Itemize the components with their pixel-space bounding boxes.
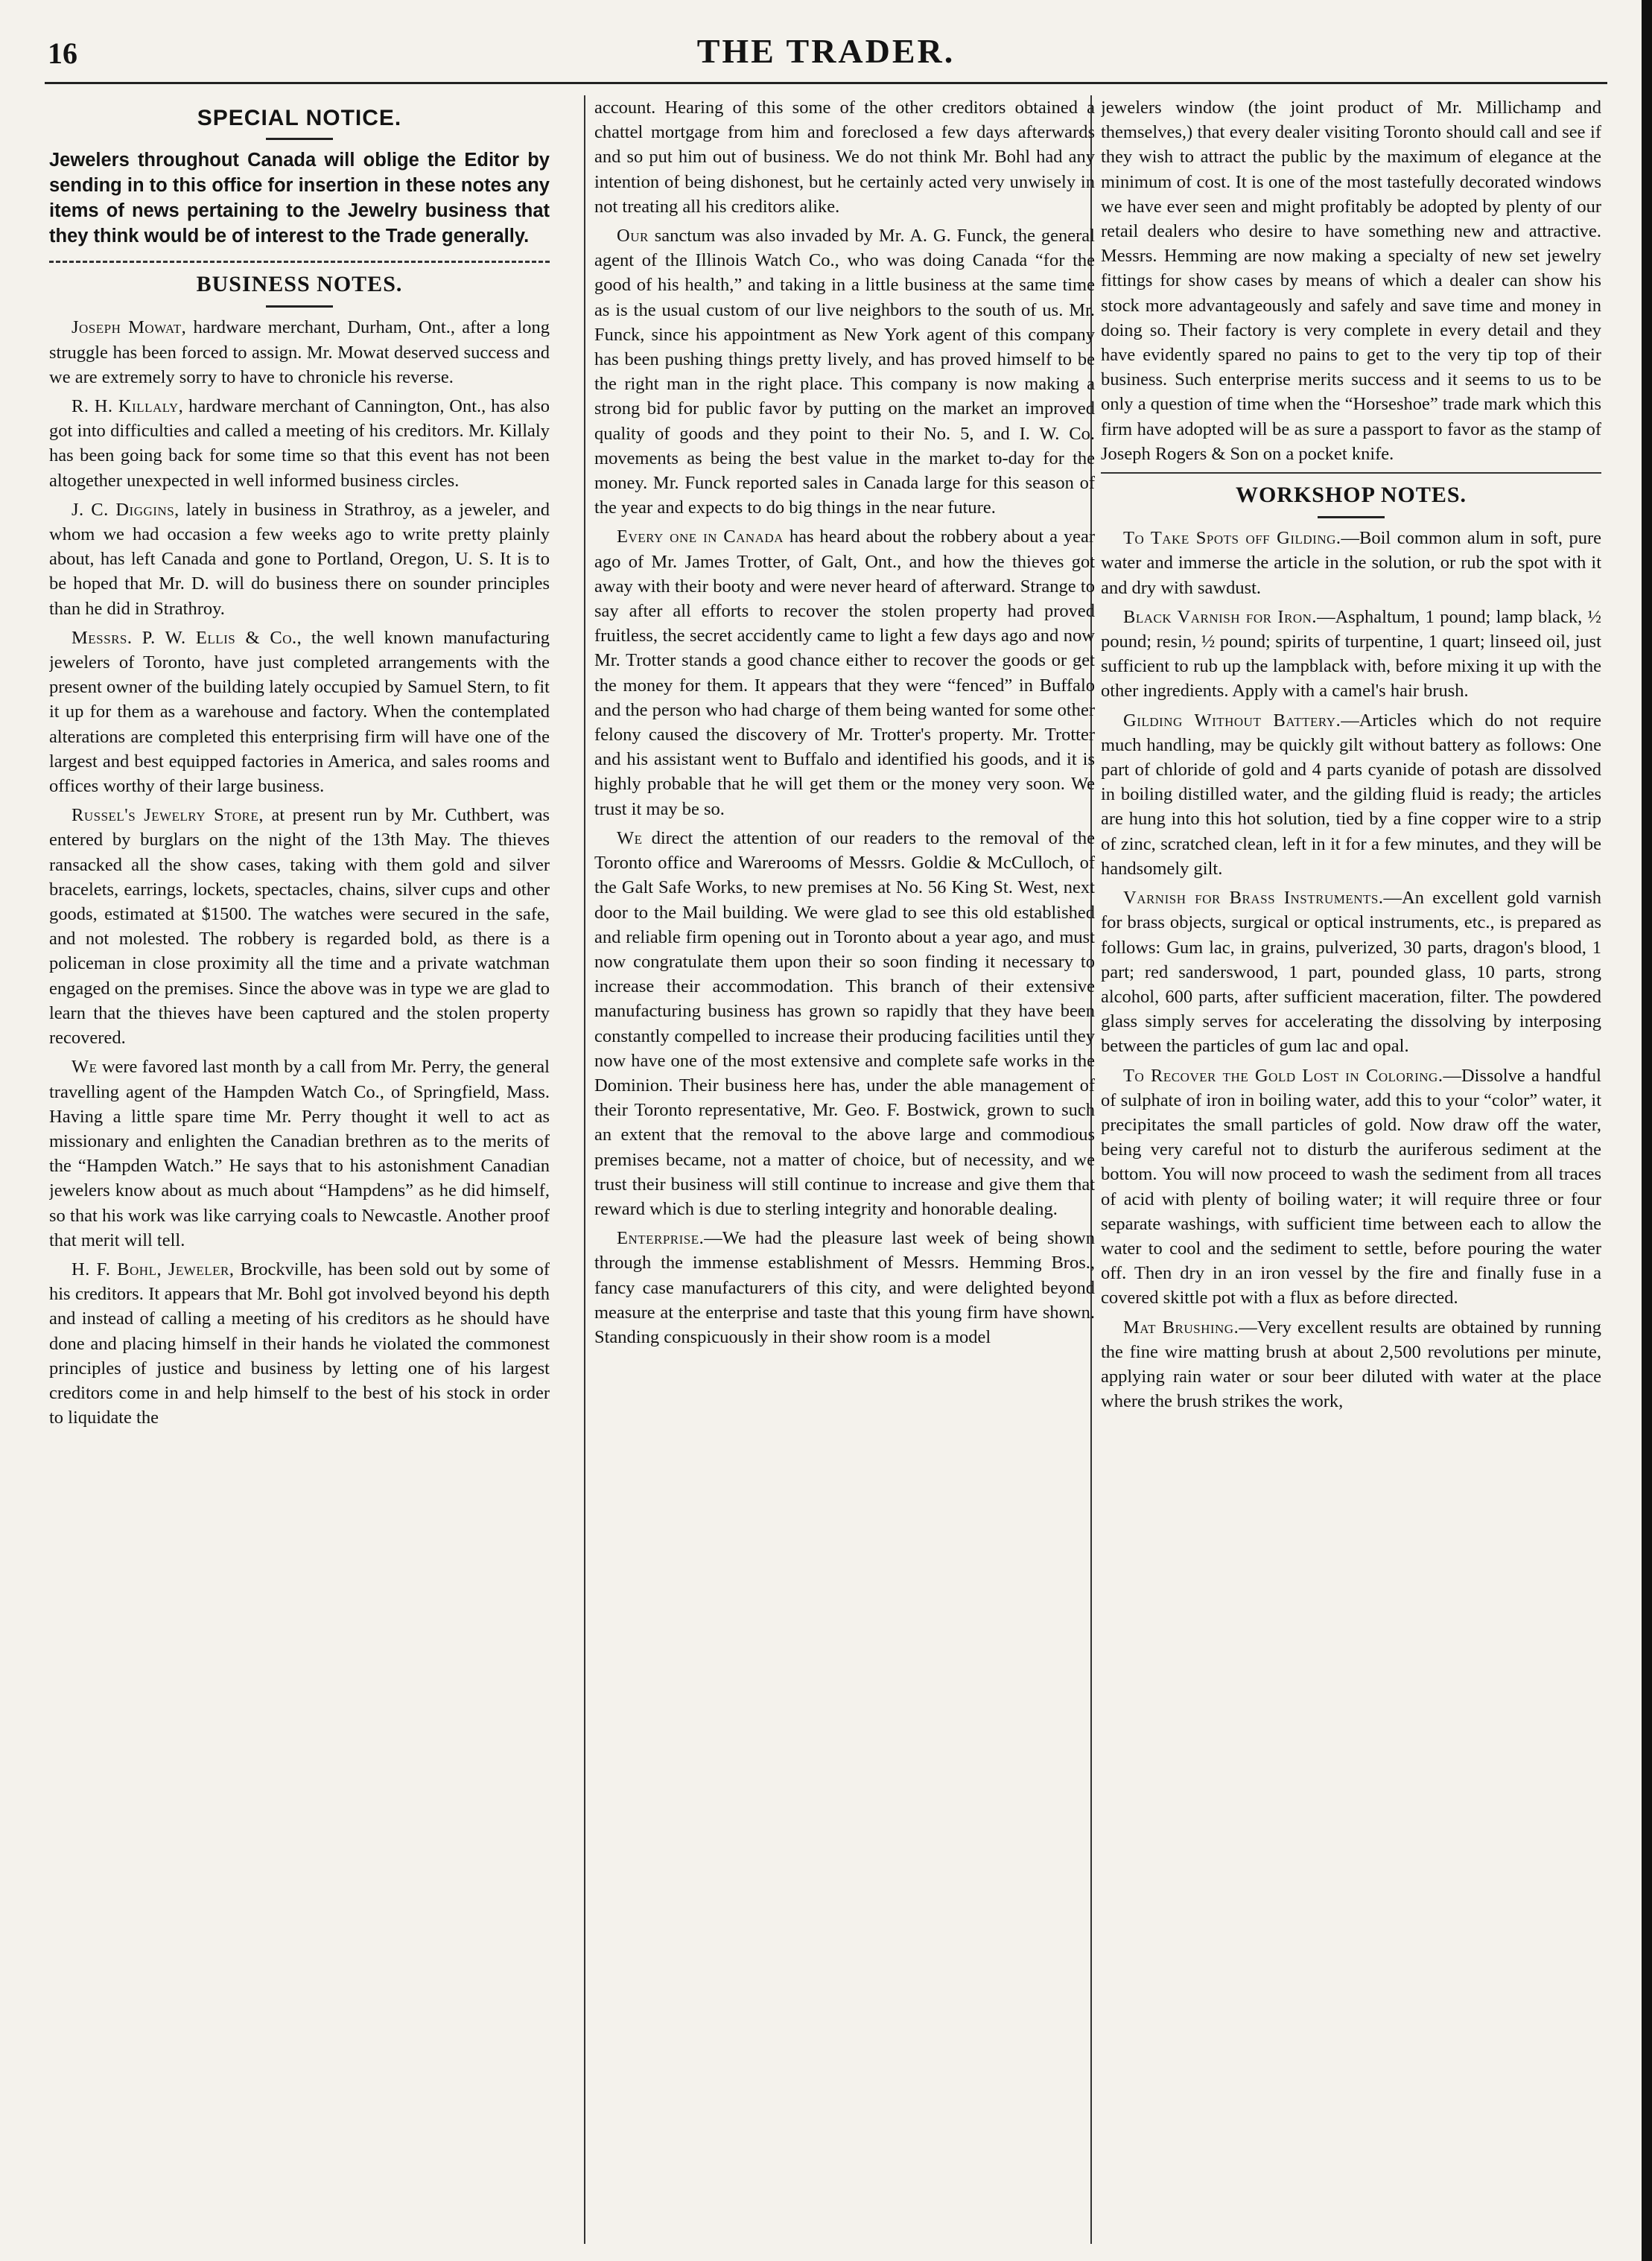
article-lead: We	[617, 827, 643, 848]
note-text: —Articles which do not require much handling, may be quickly gilt without battery as follows: One part of chloride of gold and 4 parts cyanide of potash are dissolved in boiling distilled water, and the gilding fluid is ready; the articles are hung into this hot solution, tied by a fine copper wire to a strip of zinc, scratched clean, left in it for a few minutes, and they will be handsomely gilt.	[1101, 710, 1601, 879]
workshop-note	[1101, 526, 1601, 600]
workshop-notes-heading: WORKSHOP NOTES.	[1235, 483, 1467, 508]
note-lead: Gilding Without Battery.	[1123, 710, 1341, 731]
special-notice-heading: SPECIAL NOTICE.	[197, 106, 402, 130]
workshop-note	[1101, 885, 1601, 1058]
note-text: —An excellent gold varnish for brass objects, surgical or optical instruments, etc., is prepared as follows: Gum lac, in grains, pulverized, 30 parts, dragon's blood, 1 part; red sanderswood, 1 part, pounded glass, 10 parts, strong alcohol, 600 parts, after sufficient maceration, filter. The powdered glass simply serves for accelerating the dissolving by interposing between the particles of gum lac and opal.	[1101, 888, 1601, 1057]
article-text: were favored last month by a call from Mr. Perry, the general travelling agent of the Hampden Watch Co., of Springfield, Mass. Having a little spare time Mr. Perry thought it well to act as missionary and enlighten the Canadian brethren as to the merits of the “Hampden Watch.” He says that to his astonishment Canadian jewelers know about as much about “Hampdens” as he did himself, so that his work was like carrying coals to Newcastle. Another proof that merit will tell.	[49, 1057, 550, 1250]
heading-rule	[266, 138, 333, 140]
article-lead: J. C. Diggins,	[72, 499, 180, 520]
article-paragraph	[49, 497, 550, 621]
article-paragraph	[49, 1257, 550, 1430]
workshop-note	[1101, 1315, 1601, 1414]
article-lead: Messrs. P. W. Ellis & Co.,	[72, 627, 302, 648]
workshop-note	[1101, 605, 1601, 704]
note-lead: Mat Brushing.	[1123, 1317, 1239, 1338]
note-lead: Black Varnish for Iron.	[1123, 606, 1318, 627]
article-text: the well known manufacturing jewelers of Toronto, have just completed arrangements with the present owner of the building lately occupied by Samuel Stern, to fit it up for them as a warehouse and factory. When the contemplated alterations are completed this enterprising firm will have one of the largest and best equipped factories in America, and sales rooms and offices worthy of their large business.	[49, 627, 550, 797]
section-divider	[1101, 472, 1601, 474]
article-paragraph	[594, 826, 1095, 1221]
header-rule	[45, 82, 1607, 84]
article-paragraph	[49, 803, 550, 1050]
article-lead: We	[72, 1057, 98, 1078]
article-lead: Our	[617, 226, 649, 247]
masthead	[45, 31, 1607, 76]
article-paragraph	[49, 394, 550, 493]
article-text: —We had the pleasure last week of being shown through the immense establishment of Messrs. Hemming Bros., fancy case manufacturers of this city, and were delighted beyond measure at the enterprise and taste that this young firm have shown. Standing conspicuously in their show room is a model	[594, 1228, 1095, 1347]
article-paragraph: jewelers window (the joint product of Mr. Millichamp and themselves,) that every dealer visiting Toronto should call and see if they wish to attract the public by the maximum of elegance at the minimum of cost. It is one of the most tastefully decorated windows we have ever seen and might profitably be adopted by plenty of our retail dealers who desire to have something new and attractive. Messrs. Hemming are now making a specialty of new set jewelry fittings for show cases by means of which a dealer can show his stock more advantageously and safely and save time and money in doing so. Their factory is very complete in every detail and they have evidently spared no pains to get to the very tip top of their business. Such enterprise merits success and it seems to us to be only a question of time when the “Horseshoe” trade mark which this firm have adopted will be as sure a passport to favor as the stamp of Joseph Rogers & Son on a pocket knife.	[1101, 98, 1601, 464]
article-text: Brockville, has been sold out by some of his creditors. It appears that Mr. Bohl got involved beyond his depth and instead of calling a meeting of his creditors as he should have done and placing himself in their hands he violated the commonest principles of justice and business by letting one of his largest creditors come in and help himself to the best of his stock in order to liquidate the	[49, 1259, 550, 1428]
article-paragraph: account. Hearing of this some of the other creditors obtained a chattel mortgage from him and foreclosed a few days afterwards and so put him out of business. We do not think Mr. Bohl had any intention of being dishonest, but he certainly acted very unwisely in not treating all his creditors alike.	[594, 98, 1095, 217]
heading-rule	[1318, 516, 1385, 518]
article-lead: H. F. Bohl, Jeweler,	[72, 1259, 235, 1279]
article-lead: Joseph Mowat,	[72, 317, 187, 338]
article-paragraph	[594, 223, 1095, 520]
article-text: lately in business in Strathroy, as a jeweler, and whom we had occasion a few weeks ago to write pretty plainly about, has left Canada and gone to Portland, Oregon, U. S. It is to be hoped that Mr. D. will do business there on sounder principles than he did in Strathroy.	[49, 499, 550, 619]
article-lead: R. H. Killaly,	[72, 396, 184, 417]
note-text: —Boil common alum in soft, pure water and immerse the article in the solution, or rub the spot with it and dry with sawdust.	[1101, 528, 1601, 598]
binding-edge	[1642, 0, 1652, 2261]
column-3	[1101, 95, 1601, 2244]
note-text: —Dissolve a handful of sulphate of iron in boiling water, add this to your “color” water, it precipitates the small particles of gold. Now draw off the water, being very careful not to disturb the auriferous sediment at the bottom. You will now proceed to wash the sediment from all traces of acid with plenty of boiling water; it will require three or four separate washings, with sufficient time between each to allow the water to cool and the sediment to settle, before pouring the water off. Then dry in an iron vessel by the fire and finally fuse in a covered skittle pot with a flux as before directed.	[1101, 1065, 1601, 1308]
newspaper-title: THE TRADER.	[696, 32, 956, 70]
heading-rule	[266, 305, 333, 308]
note-text: —Very excellent results are obtained by running the fine wire matting brush at about 2,500 revolutions per minute, applying rain water or sour beer diluted with water at the place where the brush strikes the work,	[1101, 1317, 1601, 1412]
note-lead: To Take Spots off Gilding.	[1123, 528, 1341, 549]
article-paragraph	[594, 524, 1095, 821]
article-lead: Enterprise.	[617, 1228, 705, 1249]
special-notice-text: Jewelers throughout Canada will oblige the Editor by sending in to this office for insertion in these notes any items of news pertaining to the Jewelry business that they think would be of interest to the Trade generally.	[49, 150, 550, 247]
note-lead: Varnish for Brass Instruments.	[1123, 888, 1384, 909]
column-2	[594, 95, 1095, 2244]
page-number: 16	[48, 36, 77, 70]
business-notes-heading: BUSINESS NOTES.	[196, 272, 403, 297]
article-paragraph	[49, 1055, 550, 1253]
article-paragraph	[594, 1226, 1095, 1349]
article-text: direct the attention of our readers to the removal of the Toronto office and Warerooms of Messrs. Goldie & McCulloch, of the Galt Safe Works, to new premises at No. 56 King St. West, next door to the Mail building. We were glad to see this old established and reliable firm opening out in Toronto about a year ago, and must now congratulate them upon their so soon finding it necessary to increase their accommodation. This branch of their extensive manufacturing business has grown so rapidly that they have been constantly compelled to increase their producing facilities until they now have one of the most extensive and complete safe works in the Dominion. Their business here has, under the able management of their Toronto representative, Mr. Geo. F. Bostwick, grown to such an extent that the removal to the above large and commodious premises became, not a matter of choice, but of necessity, and we trust their business will still continue to increase and give them that reward which is due to sterling integrity and honorable dealing.	[594, 827, 1095, 1219]
article-lead: Every one in Canada	[617, 527, 784, 547]
column-divider-1	[584, 95, 585, 2244]
column-1	[49, 95, 550, 2244]
workshop-note	[1101, 708, 1601, 881]
article-paragraph	[49, 315, 550, 389]
article-text: hardware merchant of Cannington, Ont., has also got into difficulties and called a meeting of his creditors. Mr. Killaly has been going back for some time so that this event has not been altogether unexpected in well informed business circles.	[49, 396, 550, 491]
article-lead: Russel's Jewelry Store,	[72, 805, 264, 826]
article-text: sanctum was also invaded by Mr. A. G. Funck, the general agent of the Illinois Watch Co., who was doing Canada “for the good of his health,” and taking in a little business at the same time as is the usual custom of our live neighbors to the south of us. Mr. Funck, since his appointment as New York agent of this company has been pushing things pretty lively, and has proved himself to be the right man in the right place. This company is now making a strong bid for public favor by putting on the market an improved quality of goods and they point to their No. 5, and I. W. Co. movements as being the best value in the market to-day for the money. Mr. Funck reported sales in Canada large for this season of the year and expects to do big things in the near future.	[594, 226, 1095, 518]
article-text: hardware merchant, Durham, Ont., after a long struggle has been forced to assign. Mr. Mowat deserved success and we are extremely sorry to have to chronicle his reverse.	[49, 317, 550, 387]
section-divider	[49, 261, 550, 263]
article-paragraph	[49, 626, 550, 798]
note-text: —Asphaltum, 1 pound; lamp black, ½ pound; resin, ½ pound; spirits of turpentine, 1 quart; linseed oil, just sufficient to rub up the lampblack with, before mixing it up with the other ingredients. Apply with a camel's hair brush.	[1101, 606, 1601, 702]
workshop-note	[1101, 1063, 1601, 1311]
article-text: has heard about the robbery about a year ago of Mr. James Trotter, of Galt, Ont., and how the thieves got away with their booty and were never heard of afterward. Strange to say after all efforts to recover the stolen property had proved fruitless, the secret accidently came to light a few days ago and now Mr. Trotter stands a good chance either to recover the goods or get the money for them. It appears that they were “fenced” in Buffalo and the person who had charge of them being wanted for some other felony caused the discovery of Mr. Trotter's property. Mr. Trotter and his assistant went to Buffalo and identified his goods, and it is highly probable that he will get them or the money very soon. We trust it may be so.	[594, 527, 1095, 819]
article-text: at present run by Mr. Cuthbert, was entered by burglars on the night of the 13th May. The thieves ransacked all the show cases, taking with them gold and silver bracelets, earrings, lockets, spectacles, chains, silver cups and other goods, estimated at $1500. The watches were secured in the safe, and not molested. The robbery is regarded bold, as there is a policeman in close proximity all the time and a private watchman engaged on the premises. Since the above was in type we are glad to learn that the thieves have been captured and the stolen property recovered.	[49, 805, 550, 1049]
note-lead: To Recover the Gold Lost in Coloring.	[1123, 1065, 1443, 1086]
